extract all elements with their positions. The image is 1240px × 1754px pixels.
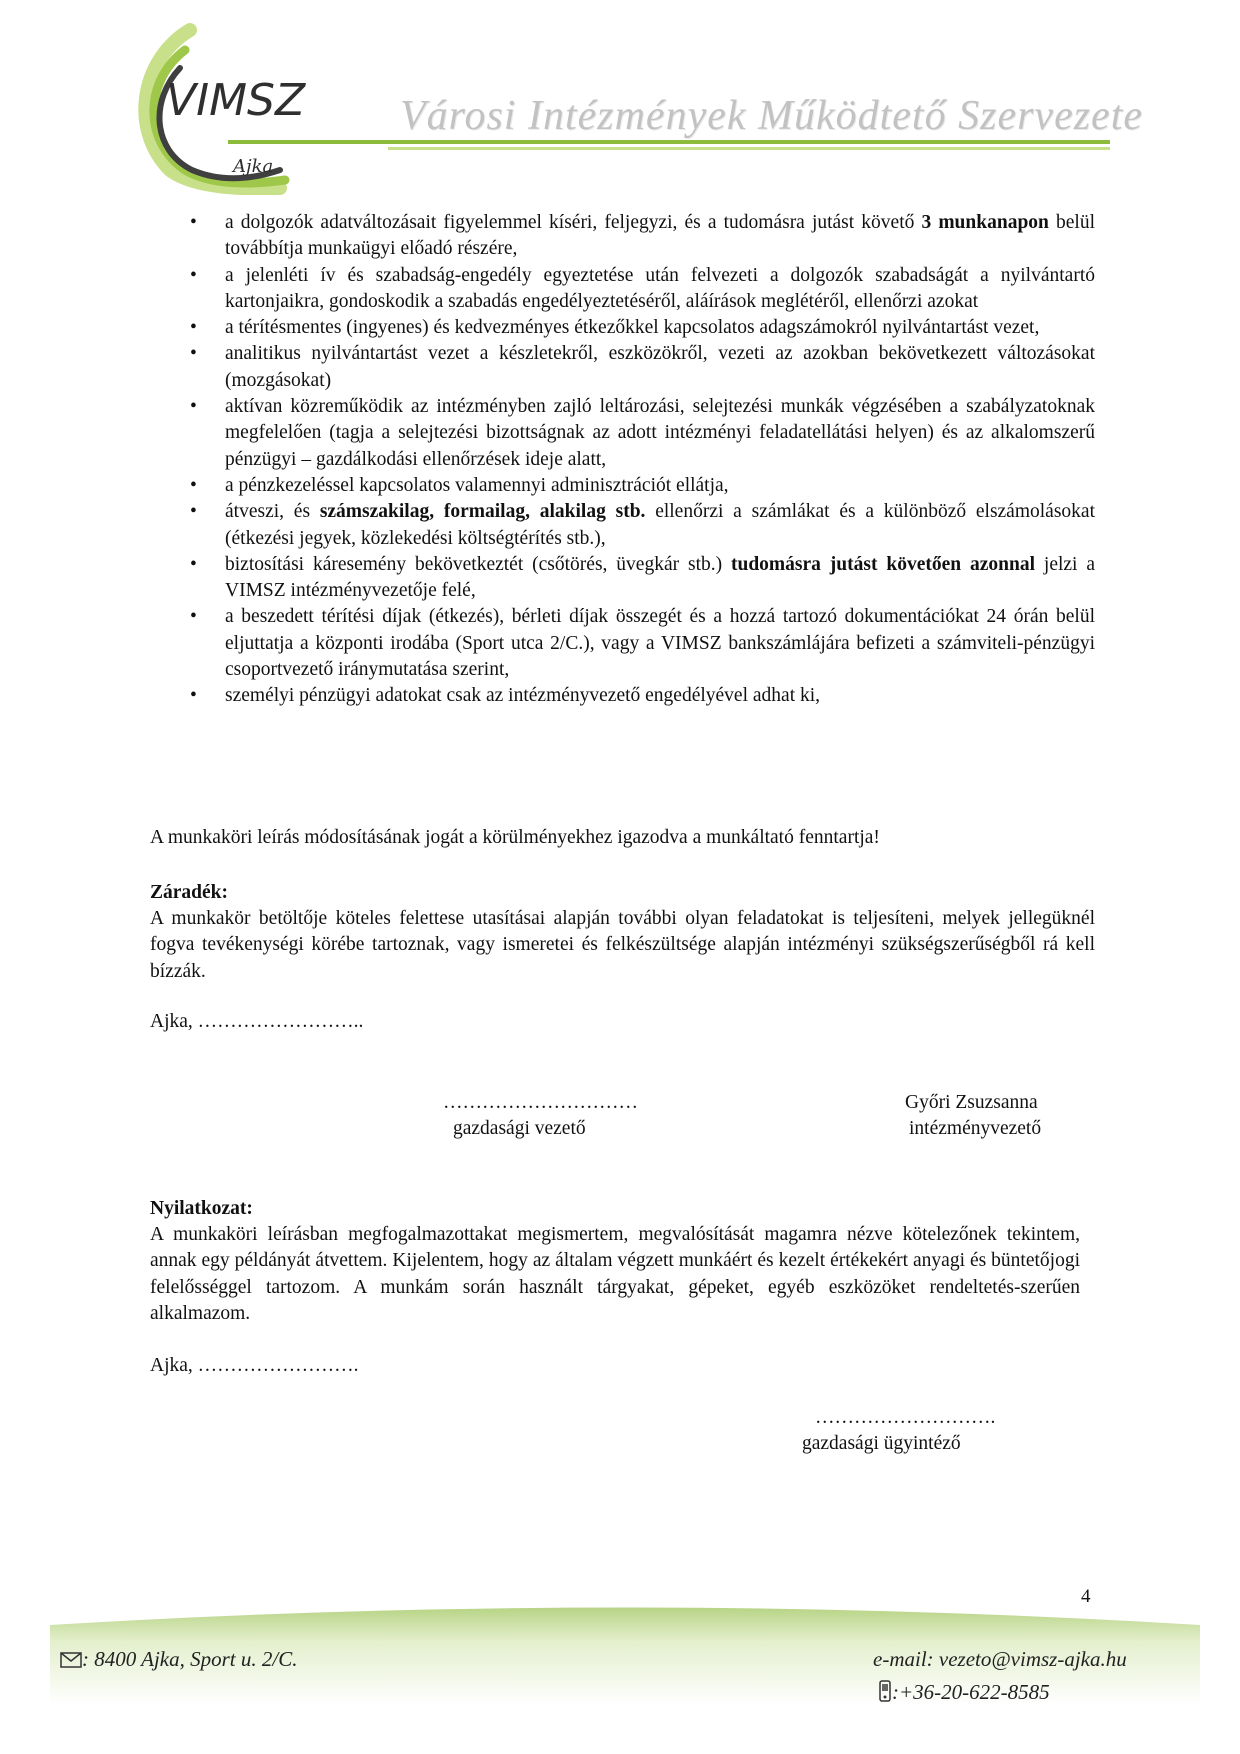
bullet-marker: •	[190, 343, 197, 365]
place-date-1: Ajka, ……………………..	[150, 1011, 364, 1032]
duty-text: belül továbbítja munkaügyi előadó részére,	[225, 212, 1095, 260]
envelope-icon	[60, 1649, 82, 1674]
signature-name-right: Győri Zsuzsanna	[905, 1092, 1038, 1113]
footer-email: e-mail: vezeto@vimsz-ajka.hu	[873, 1647, 1127, 1671]
signature-role-right: intézményvezető	[909, 1118, 1042, 1139]
signature-line-left: …………………………	[443, 1092, 638, 1113]
phone-icon	[878, 1680, 892, 1708]
duty-text: aktívan közreműködik az intézményben zajló leltározási, selejtezési munkák végzésében a szabályzatoknak megfelelően (tagja a selejtezési bizottságnak az adott intézményi feladatellátási helyen) és az alkalomszerű pénzügyi – gazdálkodási ellenőrzések ideje alatt,	[225, 396, 1095, 470]
signature-line-employee: ……………………….	[815, 1407, 996, 1428]
bullet-marker: •	[190, 317, 197, 339]
svg-text:Ajka: Ajka	[233, 156, 274, 177]
duty-item	[150, 263, 1095, 316]
duty-item	[150, 552, 1095, 605]
page-number: 4	[1081, 1586, 1091, 1607]
duty-text: személyi pénzügyi adatokat csak az intézményvezető engedélyével adhat ki,	[225, 685, 821, 707]
duties-list	[150, 210, 1095, 710]
duty-text: a pénzkezeléssel kapcsolatos valamennyi adminisztrációt ellátja,	[225, 474, 729, 496]
header-rule	[228, 138, 1110, 156]
duty-item	[150, 315, 1095, 341]
place-date-2: Ajka, …………………….	[150, 1355, 359, 1376]
footer-phone-text: :+36-20-622-8585	[892, 1680, 1050, 1704]
duty-item	[150, 499, 1095, 552]
header-title: Városi Intézmények Működtető Szervezete	[400, 93, 1144, 139]
duty-text: a térítésmentes (ingyenes) és kedvezményes étkezőkkel kapcsolatos adagszámokról nyilvántartást vezet,	[225, 317, 1040, 339]
vimsz-logo	[130, 20, 340, 195]
declaration-title: Nyilatkozat:	[150, 1198, 253, 1219]
signature-role-left: gazdasági vezető	[453, 1118, 586, 1139]
clause-text: A munkakör betöltője köteles felettese utasításai alapján további olyan feladatokat is teljesíteni, melyek jellegüknél fogva tevékenységi körébe tartoznak, vagy ismeretei és felkészültsége alapján intézményi szükségszerűségből rá kell bízzák.	[150, 908, 1095, 982]
duty-text: biztosítási káresemény bekövetkeztét (csőtörés, üvegkár stb.)	[225, 553, 731, 575]
duty-item	[150, 604, 1095, 683]
svg-text:VIMSZ: VIMSZ	[166, 75, 306, 126]
bullet-marker: •	[190, 501, 197, 523]
bullet-marker: •	[190, 685, 197, 707]
bullet-marker: •	[190, 553, 197, 575]
duty-text: a jelenléti ív és szabadság-engedély egyeztetése után felvezeti a dolgozók szabadságát a nyilvántartó kartonjaikra, gondoskodik a szabadás engedélyeztetéséről, aláírások meglétéről, ellenőrzi azokat	[225, 264, 1095, 312]
duty-item	[150, 473, 1095, 499]
duty-item	[150, 394, 1095, 473]
bullet-marker: •	[190, 264, 197, 286]
signature-role-employee: gazdasági ügyintéző	[802, 1433, 961, 1454]
bullet-marker: •	[190, 396, 197, 418]
footer-address	[60, 1647, 297, 1674]
duty-text-bold: 3 munkanapon	[921, 212, 1049, 233]
bullet-marker: •	[190, 606, 197, 628]
duty-text-bold: tudomásra jutást követően azonnal	[731, 553, 1036, 575]
clause-title: Záradék:	[150, 882, 228, 903]
duty-text: a dolgozók adatváltozásait figyelemmel kíséri, feljegyzi, és a tudomásra jutást követő	[225, 212, 922, 233]
duty-text: átveszi, és	[225, 501, 320, 523]
duty-text: jelzi a VIMSZ intézményvezetője felé,	[225, 553, 1096, 602]
bullet-marker: •	[190, 474, 197, 496]
duty-item	[150, 341, 1095, 394]
modification-note: A munkaköri leírás módosításának jogát a körülményekhez igazodva a munkáltató fenntartja!	[150, 827, 880, 848]
bullet-marker: •	[190, 212, 197, 233]
duty-item	[150, 210, 1095, 263]
duties-list-section	[150, 210, 1095, 710]
duty-text-bold: számszakilag, formailag, alakilag stb.	[319, 501, 646, 523]
duty-item	[150, 683, 1095, 709]
duty-text: analitikus nyilvántartást vezet a készletekről, eszközökről, vezeti az azokban bekövetkezett változásokat (mozgásokat)	[225, 343, 1095, 391]
footer-address-text: : 8400 Ajka, Sport u. 2/C.	[82, 1647, 298, 1671]
duty-text: ellenőrzi a számlákat és a különböző elszámolásokat (étkezési jegyek, közlekedési költségtérítés stb.),	[225, 501, 1095, 549]
declaration-text: A munkaköri leírásban megfogalmazottakat megismertem, megvalósítását magamra nézve kötelezőnek tekintem, annak egy példányát átvettem. Kijelentem, hogy az általam végzett munkáért és kezelt értékekért anyagi és büntetőjogi felelősséggel tartozom. A munkám során használt tárgyakat, gépeket, egyéb eszközöket rendeltetés-szerűen alkalmazom.	[150, 1224, 1080, 1324]
footer-phone	[878, 1680, 1050, 1708]
duty-text: a beszedett térítési díjak (étkezés), bérleti díjak összegét és a hozzá tartozó dokumentációkat 24 órán belül eljuttatja a központi irodába (Sport utca 2/C.), vagy a VIMSZ bankszámlájára befizeti a számviteli-pénzügyi csoportvezető iránymutatása szerint,	[225, 606, 1095, 681]
